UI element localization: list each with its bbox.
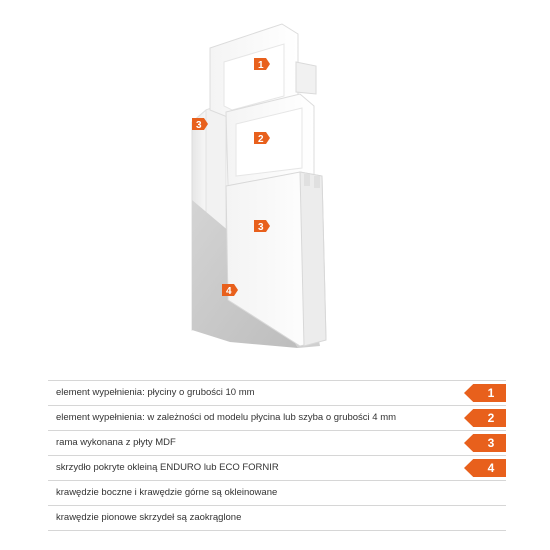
top-panel-notch (296, 62, 316, 94)
legend-row-text: rama wykonana z płyty MDF (56, 437, 176, 448)
legend-row (48, 481, 506, 506)
svg-text:2: 2 (258, 134, 264, 145)
svg-text:1: 1 (258, 60, 264, 71)
svg-text:3: 3 (258, 222, 264, 233)
legend-row (48, 406, 506, 431)
legend-number-badge: 3 (464, 434, 506, 452)
svg-text:4: 4 (226, 286, 232, 297)
legend-row-text: krawędzie boczne i krawędzie górne są okleinowane (56, 487, 278, 498)
legend-row (48, 456, 506, 481)
legend-row (48, 431, 506, 456)
svg-text:3: 3 (196, 120, 202, 131)
legend-row-text: krawędzie pionowe skrzydeł są zaokrąglone (56, 512, 242, 523)
lower-frame-slot (304, 174, 310, 186)
legend-number-badge: 4 (464, 459, 506, 477)
legend-row-text: element wypełnienia: płyciny o grubości 10 mm (56, 387, 255, 398)
legend-table (48, 380, 506, 531)
legend-number-badge: 1 (464, 384, 506, 402)
lower-frame-edge (300, 172, 326, 346)
legend-row (48, 506, 506, 531)
legend-row-text: element wypełnienia: w zależności od modelu płycina lub szyba o grubości 4 mm (56, 412, 397, 423)
legend-row-text: skrzydło pokryte okleiną ENDURO lub ECO FORNIR (56, 462, 279, 473)
lower-frame-slot (314, 176, 320, 188)
legend-row (48, 381, 506, 406)
legend-number-badge: 2 (464, 409, 506, 427)
